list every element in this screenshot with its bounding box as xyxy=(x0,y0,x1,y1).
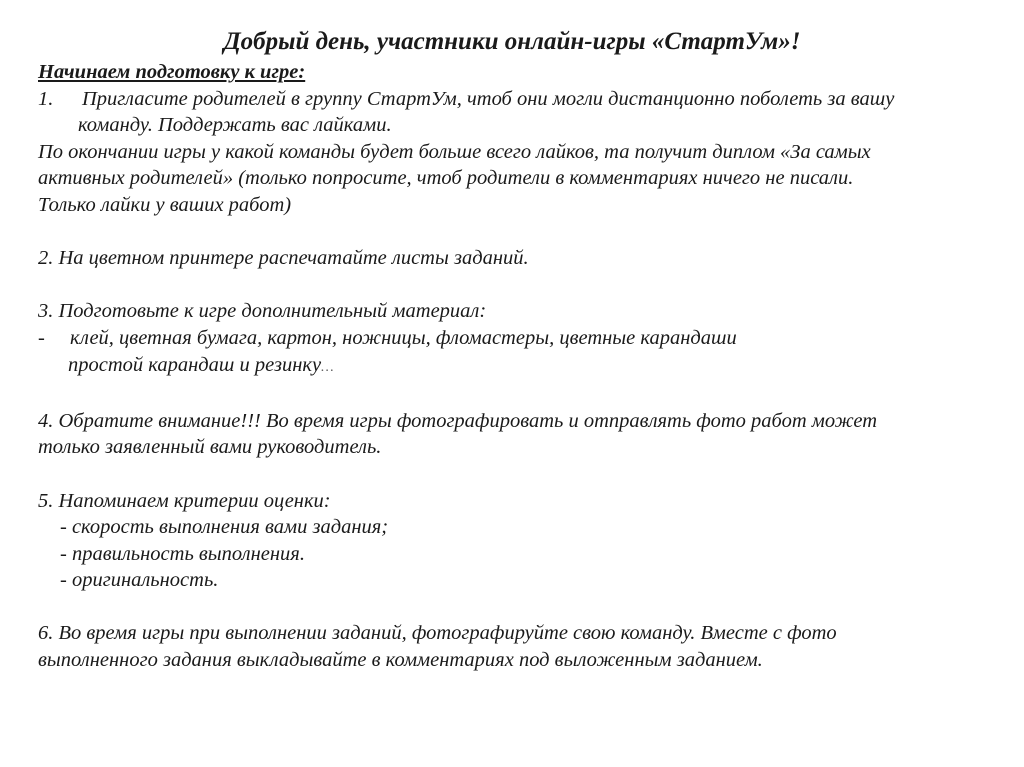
spacer xyxy=(38,272,998,299)
item-4-line-1: 4. Обратите внимание!!! Во время игры фотографировать и отправлять фото работ может xyxy=(38,409,877,432)
item-5-heading: 5. Напоминаем критерии оценки: xyxy=(38,489,331,512)
criterion-speed: - скорость выполнения вами задания; xyxy=(60,516,389,539)
ellipsis: … xyxy=(321,359,334,375)
paragraph-line-3: Только лайки у ваших работ) xyxy=(38,193,292,216)
criterion-originality: - оригинальность. xyxy=(60,569,219,592)
item-3-materials-line-1 xyxy=(38,325,998,352)
item-3-materials-line-2 xyxy=(38,352,998,382)
criterion-correctness: - правильность выполнения. xyxy=(60,542,305,565)
dash-bullet: - xyxy=(38,326,45,349)
paragraph-line-2: активных родителей» (только попросите, чтоб родители в комментариях ничего не писали. xyxy=(38,167,854,190)
item-4-line-2: только заявленный вами руководитель. xyxy=(38,436,382,459)
item-1-line-2: команду. Поддержать вас лайками. xyxy=(78,114,392,137)
document-body xyxy=(38,59,998,674)
item-6-line-1: 6. Во время игры при выполнении заданий, фотографируйте свою команду. Вместе с фото xyxy=(38,622,837,645)
paragraph-line-1: По окончании игры у какой команды будет больше всего лайков, та получит диплом «За самых xyxy=(38,140,871,163)
spacer xyxy=(38,381,998,408)
preparation-subheading: Начинаем подготовку к игре: xyxy=(38,61,306,83)
item-1-line-1 xyxy=(38,86,998,113)
page-title: Добрый день, участники онлайн-игры «СтартУм»! xyxy=(223,28,801,55)
item-6-line-2: выполненного задания выкладывайте в комментариях под выложенным заданием. xyxy=(38,649,763,672)
item-1-text-1: Пригласите родителей в группу СтартУм, чтоб они могли дистанционно поболеть за вашу xyxy=(82,87,895,110)
item-2: 2. На цветном принтере распечатайте листы заданий. xyxy=(38,247,529,270)
spacer xyxy=(38,461,998,488)
item-3-materials-text-1: клей, цветная бумага, картон, ножницы, фломастеры, цветные карандаши xyxy=(70,326,737,349)
item-1-number: 1. xyxy=(38,87,54,110)
spacer xyxy=(38,594,998,621)
item-3-heading: 3. Подготовьте к игре дополнительный материал: xyxy=(38,300,487,323)
item-3-materials-text-2: простой карандаш и резинку xyxy=(68,353,322,376)
spacer xyxy=(38,219,998,246)
